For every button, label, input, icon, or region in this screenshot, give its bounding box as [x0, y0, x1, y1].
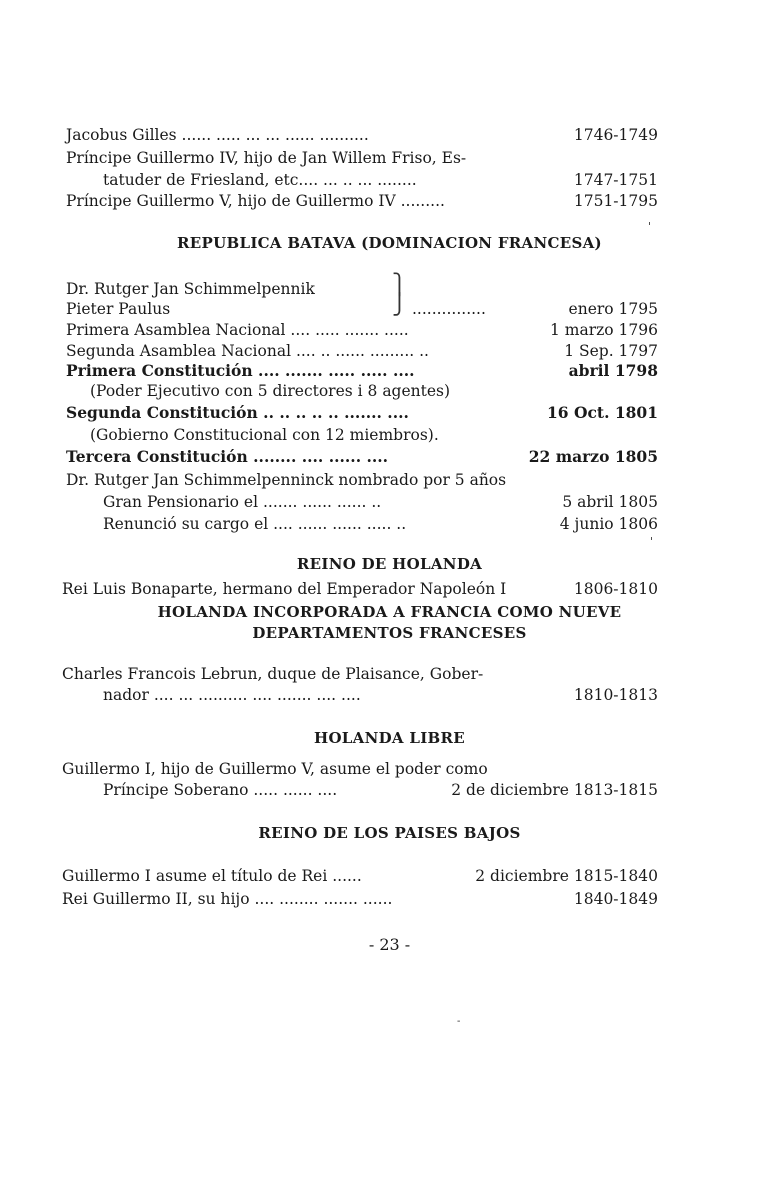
entry-text: Charles Francois Lebrun, duque de Plaisance, Gober- — [62, 665, 484, 683]
section-heading: REPUBLICA BATAVA (DOMINACION FRANCESA) — [177, 234, 602, 252]
entry-date: abril 1798 — [568, 361, 658, 380]
list-item — [0, 298, 779, 320]
page-number: - 23 - — [368, 935, 411, 954]
entry-text: (Gobierno Constitucional con 12 miembros). — [90, 426, 439, 444]
brace-mark: ⎭ — [392, 292, 407, 316]
entry-date: 2 de diciembre 1813-1815 — [451, 781, 658, 799]
entry-text: Príncipe Soberano ..... ...... .... — [103, 781, 338, 799]
entry-date: 1747-1751 — [573, 171, 658, 189]
entry-text: Guillermo I asume el título de Rei ...... — [62, 867, 362, 885]
list-item — [0, 865, 779, 887]
list-item — [0, 124, 779, 146]
list-item — [0, 169, 779, 191]
list-item — [0, 424, 779, 446]
entry-text: Rei Luis Bonaparte, hermano del Emperador Napoleón I — [62, 580, 507, 598]
entry-date: 1751-1795 — [573, 192, 658, 210]
entry-date: 1 marzo 1796 — [549, 321, 658, 339]
section-heading: REINO DE HOLANDA — [296, 555, 483, 573]
entry-text: Pieter Paulus — [66, 300, 171, 318]
entry-text: Guillermo I, hijo de Guillermo V, asume el poder como — [62, 760, 488, 778]
section-heading: HOLANDA INCORPORADA A FRANCIA COMO NUEVE — [157, 603, 622, 621]
entry-text: Jacobus Gilles ...... ..... ... ... ...... .......... — [66, 126, 369, 144]
entry-date: 16 Oct. 1801 — [547, 403, 658, 422]
entry-text: Dr. Rutger Jan Schimmelpennik — [66, 280, 315, 298]
entry-date: 1840-1849 — [573, 890, 658, 908]
list-item — [0, 578, 779, 600]
entry-text: Dr. Rutger Jan Schimmelpenninck nombrado por 5 años — [66, 471, 507, 489]
list-item — [0, 469, 779, 491]
entry-date: 4 junio 1806 — [559, 515, 658, 533]
section-heading: HOLANDA LIBRE — [313, 729, 466, 747]
entry-text: Segunda Constitución .. .. .. .. .. ....... .... — [66, 403, 409, 422]
print-speck: ' — [650, 535, 654, 548]
entry-text: Renunció su cargo el .... ...... ...... ..... .. — [103, 515, 407, 533]
entry-text: Príncipe Guillermo V, hijo de Guillermo IV ......... — [66, 192, 445, 210]
print-speck: ' — [648, 220, 652, 233]
entry-date: 2 diciembre 1815-1840 — [475, 867, 658, 885]
entry-date: 1806-1810 — [573, 580, 658, 598]
section-heading: REINO DE LOS PAISES BAJOS — [258, 824, 521, 842]
entry-text: Segunda Asamblea Nacional .... .. ...... ......... .. — [66, 342, 429, 360]
entry-text: (Poder Ejecutivo con 5 directores i 8 agentes) — [90, 382, 451, 400]
list-item — [0, 340, 779, 362]
list-item — [0, 779, 779, 801]
print-speck: - — [457, 1016, 461, 1027]
entry-text: tatuder de Friesland, etc.... ... .. ... ........ — [103, 171, 417, 189]
list-item — [0, 190, 779, 212]
list-item — [0, 278, 779, 300]
entry-date: 22 marzo 1805 — [528, 447, 658, 466]
entry-text: Tercera Constitución ........ .... ...... .... — [66, 447, 389, 466]
list-item — [0, 758, 779, 780]
list-item — [0, 446, 779, 468]
list-item — [0, 147, 779, 169]
brace-mark: ⎫ — [392, 272, 407, 296]
entry-date: enero 1795 — [568, 300, 658, 318]
list-item — [0, 402, 779, 424]
list-item — [0, 319, 779, 341]
entry-text: nador .... ... .......... .... ....... .... .... — [103, 686, 361, 704]
list-item — [0, 684, 779, 706]
entry-text: Primera Constitución .... ....... ..... ..... .... — [66, 361, 415, 380]
list-item — [0, 380, 779, 402]
list-item — [0, 491, 779, 513]
list-item — [0, 888, 779, 910]
entry-date: 5 abril 1805 — [562, 493, 658, 511]
list-item — [0, 513, 779, 535]
entry-text: Gran Pensionario el ....... ...... ...... .. — [103, 493, 382, 511]
entry-text: Primera Asamblea Nacional .... ..... ....... ..... — [66, 321, 409, 339]
entry-date: 1810-1813 — [573, 686, 658, 704]
entry-text: Rei Guillermo II, su hijo .... ........ ....... ...... — [62, 890, 393, 908]
entry-leader: ............... — [412, 300, 486, 318]
entry-date: 1746-1749 — [573, 126, 658, 144]
section-heading: DEPARTAMENTOS FRANCESES — [252, 624, 527, 642]
list-item — [0, 663, 779, 685]
list-item — [0, 360, 779, 382]
entry-date: 1 Sep. 1797 — [564, 342, 658, 360]
entry-text: Príncipe Guillermo IV, hijo de Jan Willem Friso, Es- — [66, 149, 467, 167]
